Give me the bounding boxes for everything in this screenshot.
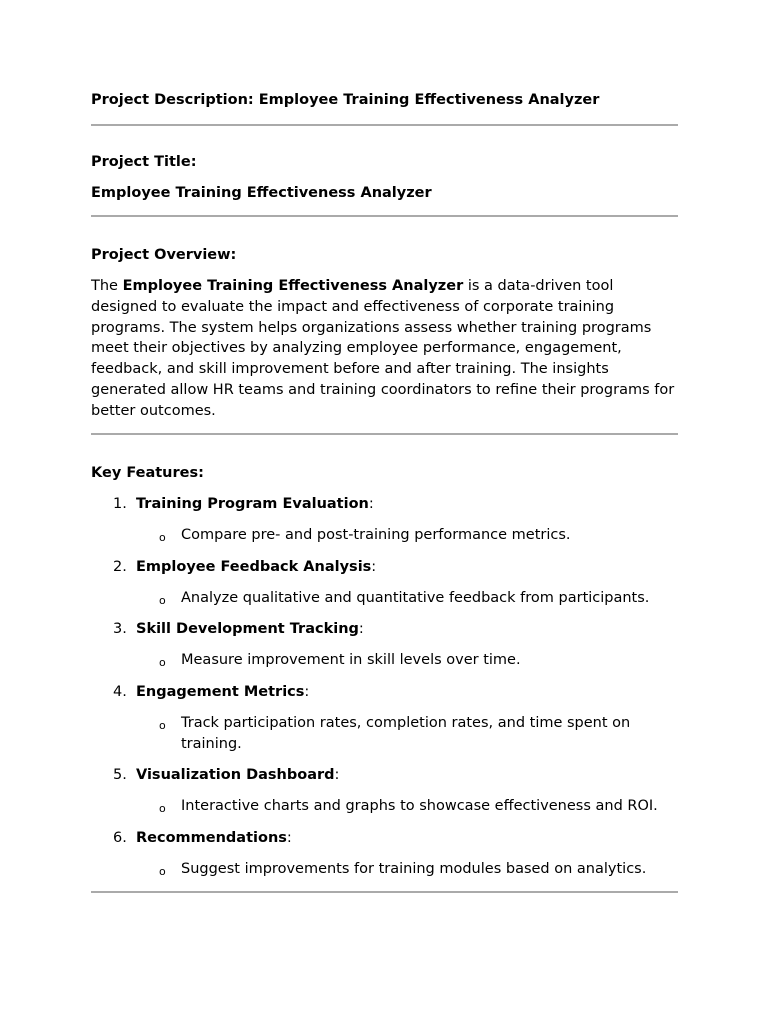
bullet-icon: o: [159, 864, 166, 878]
feature-heading: [91, 557, 678, 578]
project-title-value: Employee Training Effectiveness Analyzer: [91, 185, 432, 201]
feature-name: Training Program Evaluation: [136, 495, 369, 512]
feature-number: 1.: [113, 495, 127, 512]
project-overview-label: Project Overview:: [91, 247, 237, 263]
key-features-label: Key Features:: [91, 464, 204, 481]
feature-colon: :: [304, 683, 310, 700]
list-item: [91, 765, 678, 817]
bullet-icon: o: [159, 801, 166, 815]
feature-detail-text: Interactive charts and graphs to showcase effectiveness and ROI.: [181, 797, 658, 814]
feature-name: Engagement Metrics: [136, 683, 305, 700]
feature-number: 5.: [113, 766, 127, 783]
document-page: [91, 90, 678, 893]
feature-colon: :: [334, 766, 340, 783]
feature-detail: [91, 713, 678, 755]
feature-detail-text: Measure improvement in skill levels over time.: [181, 651, 521, 668]
feature-number: 2.: [113, 558, 127, 575]
project-overview-text: [91, 276, 678, 422]
bullet-icon: o: [159, 593, 166, 607]
feature-heading: [91, 682, 678, 703]
feature-detail: [91, 859, 678, 880]
feature-colon: :: [371, 558, 377, 575]
divider: [91, 433, 678, 435]
feature-detail: [91, 525, 678, 546]
list-item: [91, 828, 678, 880]
list-item: [91, 619, 678, 671]
feature-detail-text: Analyze qualitative and quantitative feedback from participants.: [181, 589, 650, 606]
bullet-icon: o: [159, 530, 166, 544]
feature-number: 4.: [113, 683, 127, 700]
overview-prefix: The: [91, 278, 123, 294]
feature-detail: [91, 796, 678, 817]
divider: [91, 215, 678, 217]
feature-name: Visualization Dashboard: [136, 766, 335, 783]
divider: [91, 124, 678, 126]
feature-heading: [91, 828, 678, 849]
feature-name: Skill Development Tracking: [136, 620, 359, 637]
feature-detail: [91, 650, 678, 671]
document-heading: Project Description: Employee Training Effectiveness Analyzer: [91, 92, 600, 108]
feature-colon: :: [286, 829, 292, 846]
list-item: [91, 494, 678, 546]
overview-product-name: Employee Training Effectiveness Analyzer: [122, 278, 464, 294]
bullet-icon: o: [159, 655, 166, 669]
feature-number: 6.: [113, 829, 127, 846]
overview-body: is a data-driven tool designed to evaluate the impact and effectiveness of corporate training programs. The system helps organizations assess whether training programs meet their objectives by analyzing employee performance, engagement, feedback, and skill improvement before and after training. The insights generated allow HR teams and training coordinators to refine their programs for better outcomes.: [91, 278, 675, 419]
feature-colon: :: [368, 495, 374, 512]
project-title-label: Project Title:: [91, 154, 197, 170]
feature-detail: [91, 588, 678, 609]
feature-heading: [91, 619, 678, 640]
feature-detail-text: Track participation rates, completion rates, and time spent on training.: [181, 714, 631, 752]
feature-list: [91, 494, 678, 880]
divider: [91, 891, 678, 893]
feature-heading: [91, 494, 678, 515]
feature-name: Employee Feedback Analysis: [136, 558, 372, 575]
feature-detail-text: Compare pre- and post-training performance metrics.: [181, 526, 571, 543]
feature-detail-text: Suggest improvements for training modules based on analytics.: [181, 860, 647, 877]
feature-colon: :: [358, 620, 364, 637]
feature-heading: [91, 765, 678, 786]
feature-name: Recommendations: [136, 829, 287, 846]
list-item: [91, 557, 678, 609]
list-item: [91, 682, 678, 755]
bullet-icon: o: [159, 718, 166, 732]
feature-number: 3.: [113, 620, 127, 637]
